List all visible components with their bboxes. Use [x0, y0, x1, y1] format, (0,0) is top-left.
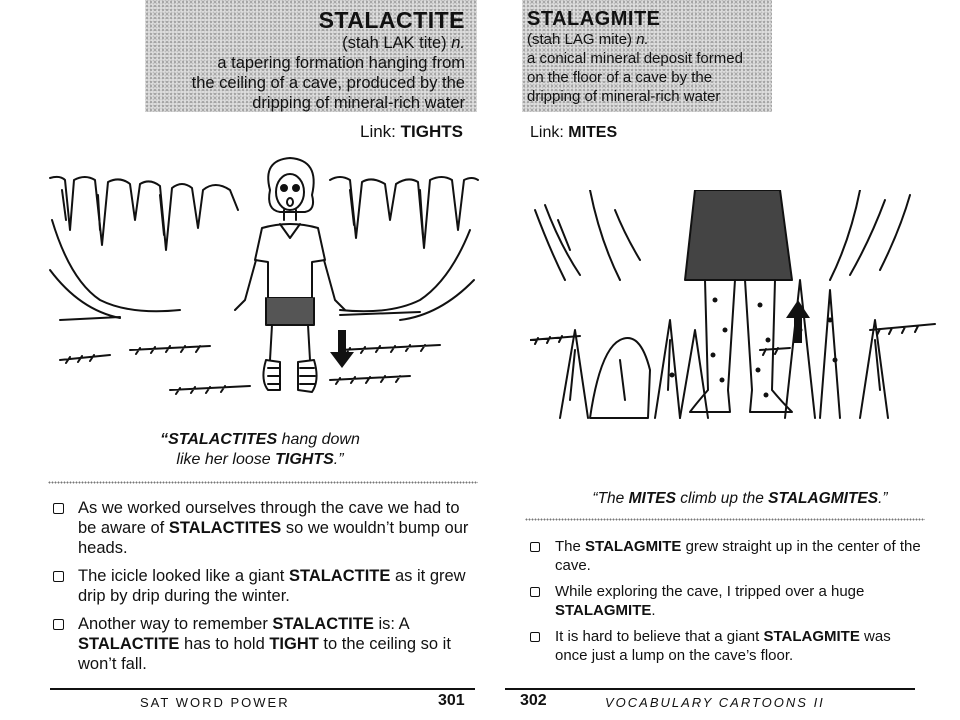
example-sentences [527, 538, 927, 673]
stalagmite [860, 320, 888, 418]
sentence-text: has to hold [179, 635, 270, 653]
cave-wall [52, 220, 180, 311]
pronunciation-line [527, 30, 772, 49]
sentence-keyword: STALACTITES [168, 519, 282, 537]
list-item [527, 628, 927, 665]
sentence-text: as it grew drip by drip during the winter. [78, 567, 466, 605]
page-number: 301 [438, 692, 465, 709]
page-number: 302 [520, 692, 547, 709]
example-sentences [50, 498, 480, 682]
sentence-keyword: STALACTITE [288, 567, 391, 585]
section-divider [525, 518, 925, 521]
caption-bold: STALAGMITES [768, 490, 879, 507]
link-label: Link: [530, 124, 564, 141]
definition-line: dripping of mineral-rich water [527, 88, 721, 105]
sentence-keyword: STALAGMITE [585, 538, 682, 555]
sentence-text: grew straight up in the center of the cave. [555, 538, 921, 574]
definition-line: the ceiling of a cave, produced by the [191, 74, 465, 92]
sentence-text: so we wouldn’t bump our heads. [78, 519, 469, 557]
link-label: Link: [360, 122, 396, 141]
ground-lines [60, 346, 210, 363]
ground-lines [170, 376, 410, 394]
list-item [50, 614, 480, 674]
right-page [495, 0, 960, 720]
sentence-keyword: STALACTITE [78, 635, 180, 653]
ground-lines [760, 348, 790, 355]
part-of-speech: n. [451, 34, 465, 52]
definition-line: a tapering formation hanging from [217, 54, 465, 72]
cartoon-caption [540, 490, 940, 508]
caption-text: .” [878, 490, 888, 507]
girl-figure [235, 158, 345, 392]
ground-lines [340, 345, 440, 354]
stalactite-cartoon [40, 150, 480, 420]
list-item [527, 583, 927, 620]
checkbox-icon [53, 619, 64, 630]
headword: STALACTITE [318, 7, 465, 33]
headword: STALAGMITE [527, 8, 661, 30]
sentence-text: is: A [373, 615, 409, 633]
checkbox-icon [53, 503, 64, 514]
cartoon-caption [120, 430, 400, 470]
section-divider [48, 481, 478, 484]
sentence-text: The icicle looked like a giant [78, 567, 289, 585]
list-item [50, 566, 480, 606]
caption-text: “The [592, 490, 629, 507]
pronunciation: (stah LAK tite) [342, 34, 447, 52]
cave-wall [590, 190, 640, 280]
pronunciation-line [145, 33, 465, 53]
stalagmite [820, 290, 840, 418]
sentence-text: Another way to remember [78, 615, 273, 633]
caption-text: hang down [277, 431, 360, 448]
checkbox-icon [530, 632, 540, 642]
definition-box [522, 0, 772, 112]
link-word: MITES [568, 124, 618, 141]
link-line [530, 124, 617, 142]
sentence-text: The [555, 538, 586, 555]
part-of-speech: n. [636, 31, 649, 48]
checkbox-icon [53, 571, 64, 582]
stalagmite-cartoon [530, 190, 940, 435]
stalagmite [560, 330, 588, 418]
caption-text: .” [333, 451, 344, 468]
caption-bold: TIGHTS [275, 451, 334, 468]
sentence-text: As we worked ourselves through the cave we had to be aware of [78, 499, 460, 537]
caption-bold: MITES [628, 490, 676, 507]
mites [670, 298, 838, 398]
sentence-text: to the ceiling so it won’t fall. [78, 635, 451, 673]
link-line [360, 122, 463, 142]
stalagmite [590, 338, 650, 418]
running-head: VOCABULARY CARTOONS II [605, 695, 825, 710]
footer-rule [505, 688, 915, 690]
sentence-text: . [651, 601, 656, 619]
cave-wall [535, 205, 580, 280]
running-head: SAT WORD POWER [140, 695, 290, 710]
checkbox-icon [530, 587, 540, 597]
stalagmite [680, 330, 708, 418]
caption-bold: “STALACTITES [160, 431, 278, 448]
sentence-keyword: TIGHT [269, 635, 319, 653]
cave-wall [830, 190, 910, 280]
sentence-text: While exploring the cave, I tripped over a huge [555, 583, 865, 600]
sentence-text: was once just a lump on the cave’s floor. [555, 628, 891, 664]
checkbox-icon [530, 542, 540, 552]
definition-box [145, 0, 477, 112]
link-word: TIGHTS [400, 122, 463, 141]
list-item [50, 498, 480, 558]
sentence-keyword: STALAGMITE [555, 601, 652, 619]
cave-wall [50, 270, 120, 318]
sentence-keyword: STALAGMITE [763, 628, 860, 645]
footer-rule [50, 688, 475, 690]
sentence-text: It is hard to believe that a giant [555, 628, 764, 645]
stalagmite [655, 320, 680, 418]
list-item [527, 538, 927, 575]
caption-text: climb up the [675, 490, 769, 507]
caption-text: like her loose [176, 451, 276, 468]
definition-line: a conical mineral deposit formed [527, 50, 743, 67]
woman-figure [670, 190, 838, 412]
stalactite-drips [50, 177, 238, 250]
definition-line: on the floor of a cave by the [527, 69, 713, 86]
pronunciation: (stah LAG mite) [527, 31, 633, 48]
sentence-keyword: STALACTITE [272, 615, 374, 633]
definition-line: dripping of mineral-rich water [252, 94, 465, 112]
